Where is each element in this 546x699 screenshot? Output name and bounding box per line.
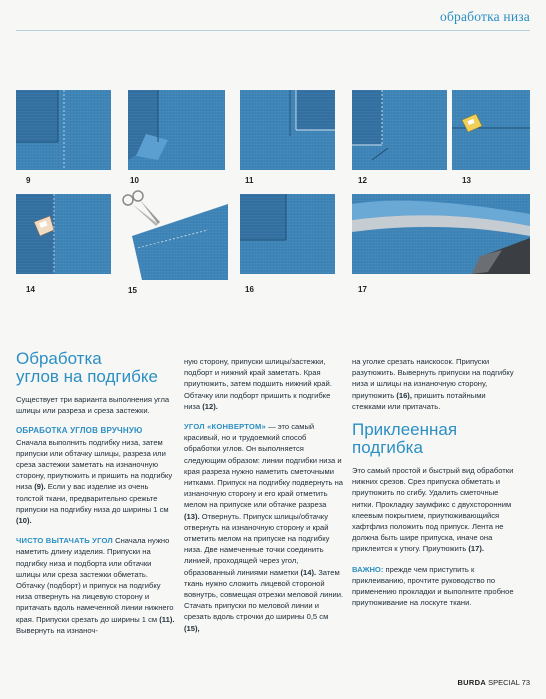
figure-10-label: 10 <box>130 176 139 185</box>
paragraph-manual: Сначала выполнить подгибку низа, затем припуски или обтачку шлицы, разреза или среза застежки заметать на изнаночную сторону, приутюжить и пришить на подгибку низа (9). Если у вас изделие из очень толстой ткани, предварительно срежьте припуски на подгибку низа до ширины 1 см (10). <box>16 437 173 526</box>
figure-15-label: 15 <box>128 286 137 295</box>
figure-17-label: 17 <box>358 285 367 294</box>
heading-corners-line1: Обработка <box>16 349 102 368</box>
figure-10-image <box>128 90 225 170</box>
paragraph-envelope: УГОЛ «КОНВЕРТОМ» — это самый красивый, но и трудоемкий способ обработки углов. Он выполняется следующим образом: линии подгибки низа и края разреза нужно наметить сметочными нитками. Припуск на подгибку подвернуть на изнаночную сторону и его край отметить мелом на припуске или обтачке разреза (13). Отвернуть. Припуск шлицы/обтачку отвернуть на изнаночную сторону и край отметить мелом на припуске на подгибку низа. Две намеченные точки соединить линией, проходящей через угол, образованный линиями наметки (14). Затем ткань нужно сложить лицевой стороной вовнутрь, совмещая отрезки меловой линии. Стачать припуски по меловой линии и срезать вдоль строчки до ширины 0,5 см (15), <box>184 422 344 633</box>
figure-15-image <box>118 190 228 280</box>
heading-corners <box>16 350 176 386</box>
paragraph-warning: ВАЖНО: прежде чем приступить к приклеиванию, прочтите руководство по применению прокладки и выполните пробное приутюживание на лоскуте ткани. <box>352 564 514 608</box>
text-column-1 <box>16 350 176 645</box>
intro-paragraph: Существует три варианта выполнения угла шлицы или разреза и среза застежки. <box>16 395 170 416</box>
heading-glued-line2: подгибка <box>352 438 423 458</box>
subheading-manual: ОБРАБОТКА УГЛОВ ВРУЧНУЮ <box>16 426 143 436</box>
footer-special: SPECIAL <box>488 678 520 687</box>
heading-glued-line1: Приклеенная <box>352 420 458 440</box>
figure-11-label: 11 <box>245 176 254 185</box>
figure-13-image <box>452 90 530 170</box>
paragraph-clean-corner: ЧИСТО ВЫТАЧАТЬ УГОЛ Сначала нужно наметить длину изделия. Припуски на подгибку низа и подборта или обтачки шлицы или среза застежки обметать. Обтачку (подборт) и припуск на подгибку низа отвернуть на лицевую сторону и притачать вдоль намеченной линии нижнего края. Припуски срезать до ширины 1 см (11). Вывернуть на изнаноч- <box>16 536 175 635</box>
heading-corners-line2: углов на подгибке <box>16 367 158 386</box>
figure-12-label: 12 <box>358 176 367 185</box>
page-number: 73 <box>521 678 530 687</box>
subheading-clean-corner: ЧИСТО ВЫТАЧАТЬ УГОЛ <box>16 536 113 546</box>
figure-9-image <box>16 90 111 170</box>
subheading-envelope: УГОЛ «КОНВЕРТОМ» <box>184 422 266 432</box>
heading-glued-hem <box>352 421 520 457</box>
figure-16-image <box>240 194 335 274</box>
figure-17-image <box>352 194 530 274</box>
figure-16-label: 16 <box>245 285 254 294</box>
figure-14-label: 14 <box>26 285 35 294</box>
paragraph-glued-hem: Это самый простой и быстрый вид обработки нижних срезов. Срез припуска обметать и приутюжить по сгибу. Удалить сметочные нитки. Прокладку заумфикс с двухсторонним клеевым покрытием, приутюживающийся хафтфлиз положить под припуск. Лента не должна быть шире припуска, иначе она приклеится к утюгу. Приутюжить (17). <box>352 466 514 554</box>
figure-13-label: 13 <box>462 176 471 185</box>
section-title: обработка низа <box>440 9 530 24</box>
figure-11-image <box>240 90 335 170</box>
header-divider <box>16 30 530 31</box>
warning-label: ВАЖНО: <box>352 564 384 574</box>
page-header <box>0 0 546 26</box>
figure-12-image <box>352 90 447 170</box>
figure-14-image <box>16 194 111 274</box>
footer-brand: BURDA <box>457 678 487 687</box>
figure-9-label: 9 <box>26 176 31 185</box>
text-column-3 <box>352 356 520 617</box>
paragraph-envelope-end: на уголке срезать наискосок. Припуски разутюжить. Вывернуть припуски на подгибку низа и шлицы на изнаночную сторону, приутюжить (16), пришить потайными стежками или притачать. <box>352 357 514 411</box>
text-column-2 <box>184 356 344 643</box>
paragraph-continued: ную сторону, припуски шлицы/застежки, подборт и нижний край заметать. Края приутюжить, затем подшить нижний край. Обтачку или подборт пришить к подгибке низа (12). <box>184 357 332 411</box>
page-footer <box>457 678 530 687</box>
